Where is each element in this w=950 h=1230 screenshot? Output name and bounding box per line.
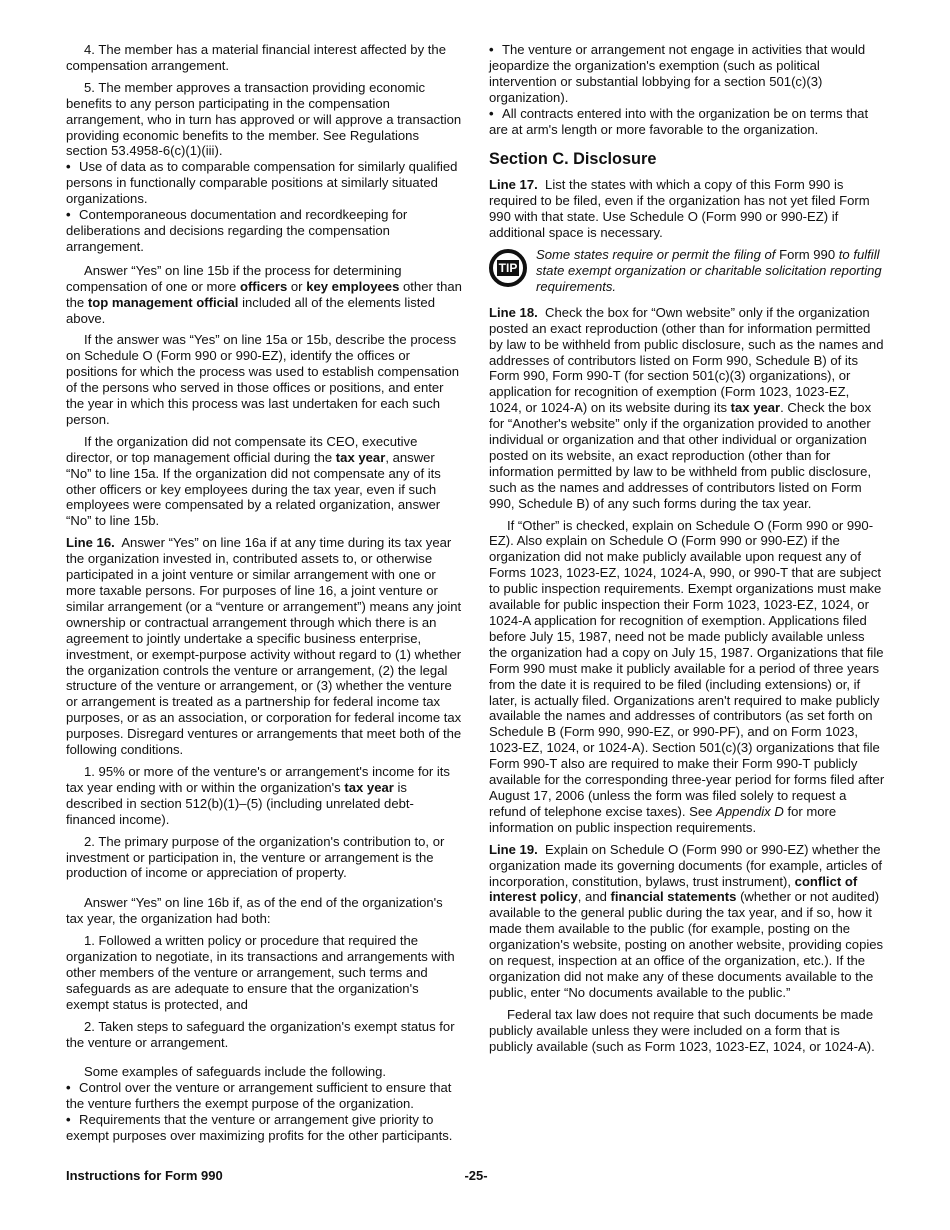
condition-item: 2. Taken steps to safeguard the organization's exempt status for the venture or arrangement. bbox=[66, 1018, 455, 1050]
tip-icon: TIP bbox=[489, 249, 527, 287]
line-17-paragraph: Line 17. List the states with which a copy of this Form 990 is required to be filed, even if the organization has not yet filed Form 990 with that state. Use Schedule O (Form 990 or 990-EZ) if additional space is necessary. bbox=[489, 177, 870, 241]
section-heading: Section C. Disclosure bbox=[489, 150, 657, 169]
line-16-heading: Line 16. bbox=[66, 535, 115, 551]
paragraph: Answer “Yes” on line 16b if, as of the end of the organization's tax year, the organization had both: bbox=[66, 895, 443, 927]
line-19-paragraph: Line 19. Explain on Schedule O (Form 990 or 990-EZ) whether the organization made its governing documents (for example, articles of incorporation, constitution, bylaws, trust instrument), conflict of interest policy, and financial statements (whether or not audited) available to the general public during the tax year, and if so, how it made them available to the public (for example, posting on the organization's website, posting on another website, providing copies on request, inspection at an office of the organization, etc.). If the organization did not make any of these documents available to the public, enter “No documents available to the public.” bbox=[489, 841, 884, 1000]
paragraph: If “Other” is checked, explain on Schedule O (Form 990 or 990-EZ). Also explain on Schedule O (Form 990 or 990-EZ) if the organization did not make publicly available upon request any of Forms 1023, 1023-EZ, 1024, 1024-A, 990, or 990-T that are subject to public inspection requirements. Exempt organizations must make available for public inspection their Form 1023, 1023-EZ, 1024, or 1024-A application for recognition of exemption. Applications filed before July 15, 1987, need not be made publicly available unless the organization had a copy on July 15, 1987. Organizations that file Form 990 must make it publicly available for a period of three years from the date it is required to be filed (including extensions) or, if later, is actually filed. Organizations aren't required to make publicly available the names and addresses of contributors (as set forth on Schedule B (Form 990, 990-EZ, or 990-PF), and on Form 1023, 1023-EZ, 1024, or 1024-A). Section 501(c)(3) organizations that file Form 990-T also are required to make their Form 990-T publicly available for the corresponding three-year period for forms filed after August 17, 2006 (unless the form was filed solely to request a refund of telephone excise taxes). See Appendix D for more information on public inspection requirements. bbox=[489, 517, 885, 835]
tip-text: Some states require or permit the filing of Form 990 to fulfill state exempt organization or charitable solicitation reporting requirements. bbox=[536, 247, 882, 294]
paragraph: Answer “Yes” on line 15b if the process for determining compensation of one or more officers or key employees other than the top management official included all of the elements listed above. bbox=[66, 262, 462, 326]
line-19-heading: Line 19. bbox=[489, 841, 538, 857]
left-column bbox=[66, 42, 462, 1144]
bullet-item: • Control over the venture or arrangement sufficient to ensure that the venture furthers the exempt purpose of the organization. bbox=[66, 1080, 462, 1112]
paragraph: If the answer was “Yes” on line 15a or 15b, describe the process on Schedule O (Form 990 or 990-EZ), identify the offices or positions for which the process was used to establish compensation of the persons who served in those offices or positions, and enter the year in which this process was last undertaken for each such person. bbox=[66, 332, 460, 427]
condition-item: 1. Followed a written policy or procedure that required the organization to negotiate, in its transactions and arrangements with other members of the venture or arrangement, such terms and safeguards as are adequate to ensure that the organization's exempt status is protected, and bbox=[66, 933, 455, 1012]
paragraph: 4. The member has a material financial interest affected by the compensation arrangement. bbox=[66, 42, 446, 73]
page-number: -25- bbox=[464, 1168, 488, 1183]
paragraph: Federal tax law does not require that such documents be made publicly available unless they were included on a form that is publicly available (such as Form 1023, 1023-EZ, 1024, or 1024-A). bbox=[489, 1006, 875, 1054]
right-column bbox=[489, 42, 885, 1060]
condition-item: 2. The primary purpose of the organization's contribution to, or investment or participation in, the venture or arrangement is the production of income or appreciation of property. bbox=[66, 833, 445, 881]
bullet-item: • The venture or arrangement not engage in activities that would jeopardize the organization's exemption (such as political intervention or substantial lobbying for a section 501(c)(3) organization). bbox=[489, 42, 885, 106]
line-18-heading: Line 18. bbox=[489, 304, 538, 320]
condition-item: 1. 95% or more of the venture's or arrangement's income for its tax year ending with or within the organization's tax year is described in section 512(b)(1)–(5) (including unrelated debt-financed income). bbox=[66, 763, 450, 827]
line-16-paragraph: Line 16. Answer “Yes” on line 16a if at any time during its tax year the organization invested in, contributed assets to, or otherwise participated in a joint venture or similar arrangement with one or more taxable persons. For purposes of line 16, a joint venture or similar arrangement (or a “venture or arrangement”) means any joint ownership or contractual arrangement through which there is an agreement to jointly undertake a specific business enterprise, investment, or exempt-purpose activity without regard to (1) whether the organization controls the venture or arrangement, (2) the legal structure of the venture or arrangement, or (3) whether the venture or arrangement is treated as a partnership for federal income tax purposes, or as an association, or corporation for federal income tax purposes. Disregard ventures or arrangements that meet both of the following conditions. bbox=[66, 535, 462, 758]
bullet-item: • Contemporaneous documentation and recordkeeping for deliberations and decisions regarding the compensation arrangement. bbox=[66, 207, 462, 255]
paragraph: If the organization did not compensate its CEO, executive director, or top management official during the tax year, answer “No” to line 15a. If the organization did not compensate any of its other officers or key employees during the tax year, even if such employees were compensated by a related organization, answer “No” to line 15b. bbox=[66, 433, 441, 529]
line-17-heading: Line 17. bbox=[489, 177, 538, 193]
bullet-item: • Use of data as to comparable compensation for similarly qualified persons in functionally comparable positions at similarly situated organizations. bbox=[66, 159, 462, 207]
bullet-item: • Requirements that the venture or arrangement give priority to exempt purposes over maximizing profits for the other participants. bbox=[66, 1112, 462, 1144]
tip-box bbox=[489, 247, 885, 295]
paragraph: 5. The member approves a transaction providing economic benefits to any person participating in the compensation arrangement, who in turn has approved or will approve a transaction providing economic benefits to the member. See Regulations section 53.4958-6(c)(1)(iii). bbox=[66, 79, 462, 159]
footer-title: Instructions for Form 990 bbox=[66, 1168, 223, 1183]
bullet-item: • All contracts entered into with the organization be on terms that are at arm's length or more favorable to the organization. bbox=[489, 106, 885, 138]
paragraph: Some examples of safeguards include the following. bbox=[84, 1064, 387, 1080]
line-18-paragraph: Line 18. Check the box for “Own website” only if the organization posted an exact reproduction (other than for information permitted by law to be withheld from public disclosure, such as the names and addresses of contributors listed on Form 990, Schedule B) of its Form 990, Form 990-T (for section 501(c)(3) organizations), or application for recognition of exemption (Form 1023, 1023-EZ, 1024, or 1024-A) on its website during its tax year. Check the box for “Another's website” only if the organization provided to another individual or organization and that other individual or organization posted on its website, an exact reproduction (other than for information permitted by law to be withheld from public disclosure, such as the names and addresses of contributors listed on Form 990, Schedule B) of any such forms during the tax year. bbox=[489, 304, 884, 511]
